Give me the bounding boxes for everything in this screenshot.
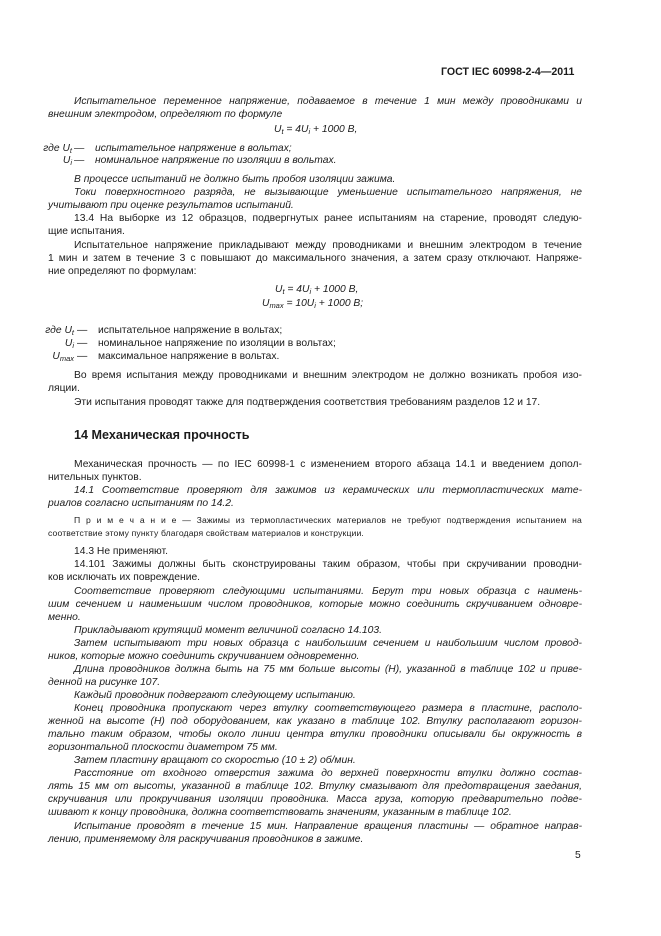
paragraph-line: менно. [48, 612, 81, 623]
paragraph-line: внешним электродом, определяют по формуле [48, 109, 283, 120]
paragraph-line: Испытательное напряжение прикладывают между проводниками и внешним электродом в течение [74, 240, 582, 251]
paragraph-line: 14.3 Не применяют. [74, 546, 168, 557]
paragraph-line: Эти испытания проводят также для подтверждения соответствия требованиям разделов 12 и 17. [74, 397, 541, 408]
paragraph-line: 14.101 Зажимы должны быть сконструированы таким образом, чтобы при скручивании проводни- [74, 559, 582, 570]
paragraph-line: 13.4 На выборке из 12 образцов, подвергнутых ранее испытаниям на старение, проводят следую- [74, 213, 582, 224]
note-line: П р и м е ч а н и е — Зажимы из термопластических материалов не требуют подтверждения испытанием на [74, 515, 582, 525]
paragraph-line: Во время испытания между проводниками и внешним электродом не должно возникать пробоя изо- [74, 370, 582, 381]
paragraph-line: учитывают при оценке результатов испытаний. [48, 200, 294, 211]
paragraph-line: Расстояние от входного отверстия зажима до верхней поверхности втулки должно состав- [74, 768, 582, 779]
paragraph-line: шим сечением и наименьшим числом проводников, которые можно соединить скручиванием одновре- [48, 599, 582, 610]
paragraph-line: шивают к концу проводника, должна соответствовать значениям, указанным в таблице 102. [48, 807, 512, 818]
paragraph-line: 1 мин и затем в течение 3 с повышают до максимального значения, а затем сразу отключают. Напряже- [48, 253, 582, 264]
paragraph-line: В процессе испытаний не должно быть пробоя изоляции зажима. [74, 174, 396, 185]
section-heading: 14 Механическая прочность [74, 428, 250, 442]
paragraph-line: ков исключать их повреждение. [48, 572, 201, 583]
paragraph-line: Длина проводников должна быть на 75 мм больше высоты (H), указанной в таблице 102 и приве- [74, 664, 582, 675]
paragraph-line: риалов согласно испытаниям по 14.2. [48, 498, 234, 509]
paragraph-line: Затем испытывают три новых образца с наибольшим сечением и наибольшим числом провод- [74, 638, 582, 649]
paragraph-line: женной на высоте (H) под оборудованием, как указано в таблице 102. Втулку располагают горизон- [48, 716, 582, 727]
formula: $U_{max} = 10U_i + 1000$ В; [262, 298, 364, 310]
paragraph-line: ников, которые можно соединить скручиванием одновременно. [48, 651, 360, 662]
paragraph-line: Каждый проводник подвергают следующему испытанию. [74, 690, 356, 701]
paragraph-line: лять 15 мм от высоты, указанной в таблице 102. Втулку смазывают для предотвращения заедания, [48, 781, 582, 792]
paragraph-line: лению, применяемому для раскручивания проводников в зажиме. [48, 834, 364, 845]
paragraph-line: Соответствие проверяют следующими испытаниями. Берут три новых образца с наимень- [74, 586, 582, 597]
paragraph-line: Затем пластину вращают со скоростью (10 ± 2) об/мин. [74, 755, 356, 766]
paragraph-line: скручивания или прокручивания изоляции проводника. Масса груза, которую предварительно подве- [48, 794, 582, 805]
formula: $U_t = 4U_i + 1000$ В, [274, 124, 358, 136]
paragraph-line: Прикладывают крутящий момент величиной согласно 14.103. [74, 625, 382, 636]
note-line: соответствие этому пункту благодаря свойствам материалов и конструкции. [48, 528, 364, 538]
formula: $U_t = 4U_i + 1000$ В, [275, 284, 359, 296]
paragraph-line: Токи поверхностного разряда, не вызывающие уменьшение испытательного напряжения, не [74, 187, 582, 198]
document-header: ГОСТ IEC 60998-2-4—2011 [441, 66, 575, 78]
paragraph-line: денной на рисунке 107. [48, 677, 161, 688]
paragraph-line: щие испытания. [48, 226, 125, 237]
paragraph-line: ляции. [48, 383, 80, 394]
paragraph-line: нительных пунктов. [48, 472, 142, 483]
paragraph-line: ние определяют по формулам: [48, 266, 197, 277]
paragraph-line: Испытательное переменное напряжение, подаваемое в течение 1 мин между проводниками и [74, 96, 582, 107]
paragraph-line: 14.1 Соответствие проверяют для зажимов из керамических или термопластических мате- [74, 485, 582, 496]
paragraph-line: тально таким образом, чтобы около линии центра втулки проводники описывали бы окружность в [48, 729, 582, 740]
paragraph-line: горизонтальной плоскости диаметром 75 мм. [48, 742, 278, 753]
paragraph-line: Испытание проводят в течение 15 мин. Направление вращения пластины — обратное направ- [74, 821, 582, 832]
page-number: 5 [575, 850, 581, 861]
paragraph-line: Механическая прочность — по IEC 60998-1 с изменением второго абзаца 14.1 и введением допол- [74, 459, 582, 470]
paragraph-line: Конец проводника пропускают через втулку соответствующего размера в пластине, располо- [74, 703, 582, 714]
